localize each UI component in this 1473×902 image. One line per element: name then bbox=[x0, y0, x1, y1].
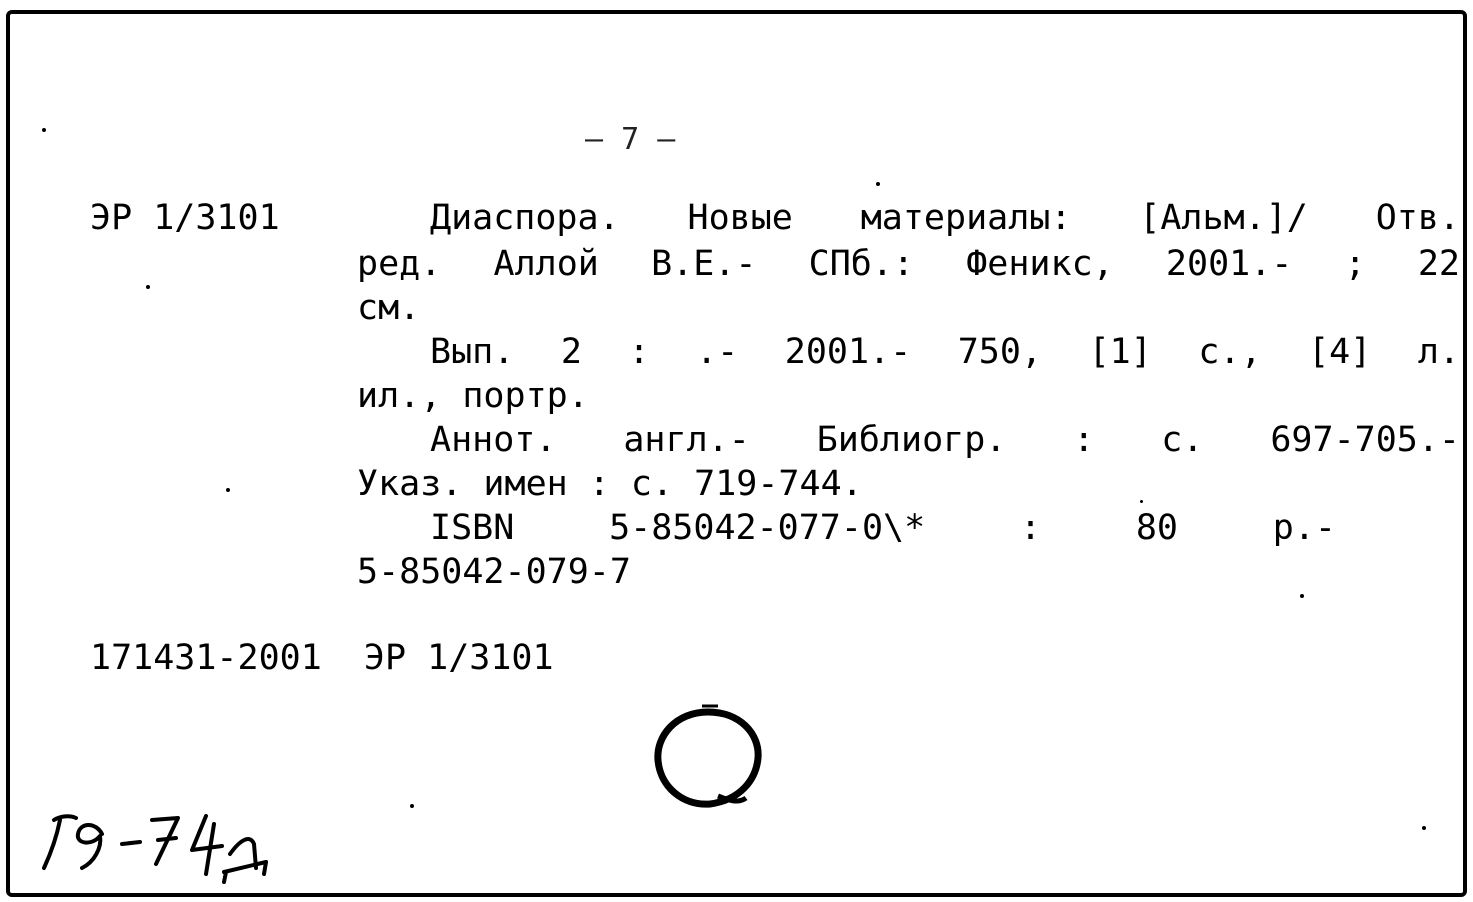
speck bbox=[876, 182, 880, 186]
speck bbox=[1300, 594, 1304, 598]
shelfmark: ЭР 1/3101 bbox=[90, 198, 280, 238]
isbn-line-2: 5-85042-079-7 bbox=[357, 552, 631, 592]
speck bbox=[1422, 826, 1426, 830]
title-line-1: Диаспора. Новые материалы: [Альм.]/ Отв. bbox=[430, 198, 1460, 238]
accession-number: 171431-2001 ЭР 1/3101 bbox=[90, 638, 554, 678]
punch-hole-icon bbox=[648, 700, 768, 820]
title-line-2: ред. Аллой В.Е.- СПб.: Феникс, 2001.- ; 22 bbox=[357, 244, 1460, 284]
speck bbox=[146, 285, 150, 289]
title-line-3: см. bbox=[357, 288, 421, 328]
page-number: — 7 — bbox=[585, 122, 676, 157]
isbn-line-1: ISBN 5-85042-077-0\* : 80 р.- bbox=[430, 508, 1336, 548]
speck bbox=[410, 804, 414, 808]
speck bbox=[1140, 500, 1143, 503]
speck bbox=[42, 128, 46, 132]
speck bbox=[226, 488, 230, 492]
handwritten-note bbox=[30, 800, 290, 890]
issue-line-2: ил., портр. bbox=[357, 376, 589, 416]
notes-line-1: Аннот. англ.- Библиогр. : с. 697-705.- bbox=[430, 420, 1460, 460]
notes-line-2: Указ. имен : с. 719-744. bbox=[357, 464, 863, 504]
issue-line-1: Вып. 2 : .- 2001.- 750, [1] с., [4] л. bbox=[430, 332, 1460, 372]
